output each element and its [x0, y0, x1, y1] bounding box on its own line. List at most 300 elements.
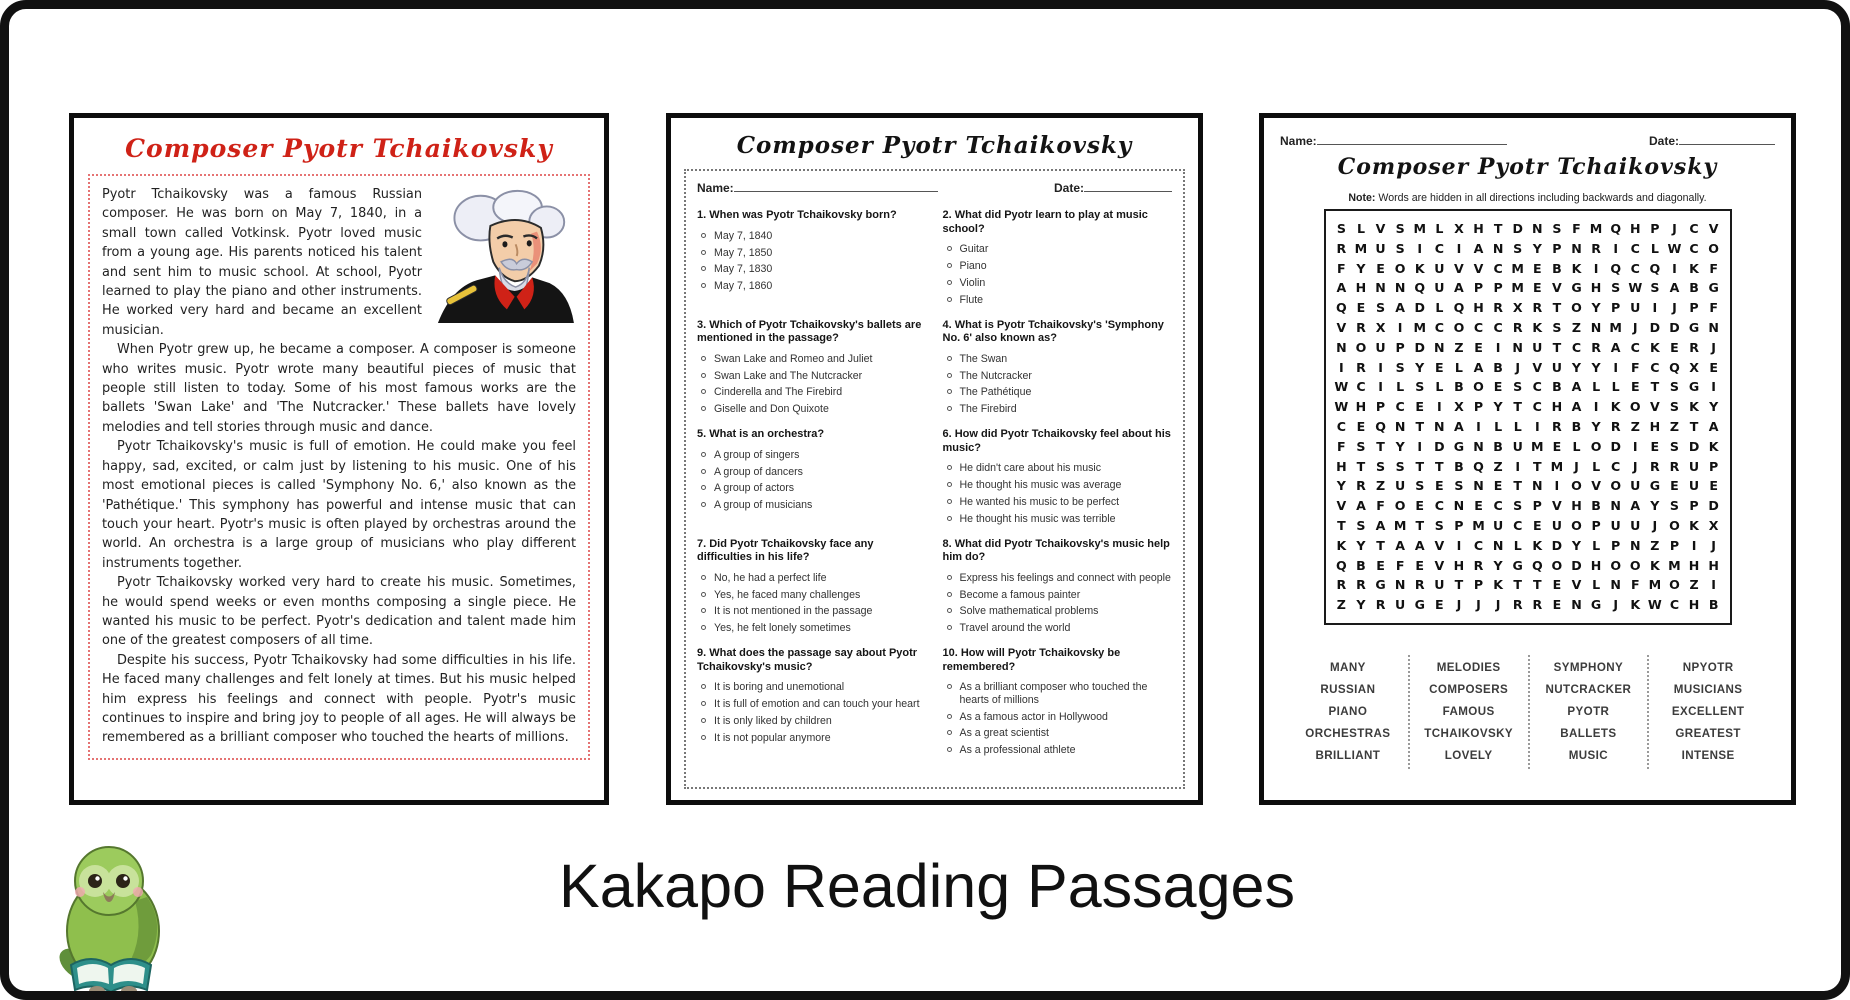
grid-letter: X [1375, 319, 1386, 335]
option-bullet-icon [701, 718, 706, 723]
grid-letter: M [1413, 319, 1426, 335]
grid-letter: V [1454, 260, 1464, 276]
grid-letter: F [1376, 498, 1385, 514]
grid-letter: C [1689, 240, 1699, 256]
grid-letter: E [1415, 399, 1425, 415]
grid-row [1332, 476, 1724, 496]
grid-letter: Q [1336, 557, 1347, 573]
grid-letter: E [1435, 478, 1444, 494]
answer-option [943, 241, 1173, 258]
grid-letter: Q [1375, 418, 1386, 434]
grid-letter: I [1691, 537, 1697, 553]
grid-letter: S [1356, 438, 1366, 454]
passage-paragraph: When Pyotr grew up, he became a composer. A composer is someone who writes music. Pyotr wrote many beautiful pieces of music that people still listen to today. Some of his most famous works are the ballets 'Swan Lake' and 'The Nutcracker.' These ballets have lovely melodies and tell stories through music and dance. [102, 342, 576, 435]
grid-letter: K [1649, 557, 1660, 573]
grid-letter: S [1395, 240, 1405, 256]
grid-letter: L [1611, 379, 1620, 395]
grid-letter: J [1711, 537, 1716, 553]
word-list-item: BALLETS [1560, 726, 1617, 740]
grid-letter: H [1688, 597, 1700, 613]
grid-letter: C [1434, 240, 1444, 256]
grid-letter: A [1473, 359, 1484, 375]
grid-letter: M [1413, 221, 1426, 236]
option-label: It is boring and unemotional [714, 681, 845, 694]
word-list-item: INTENSE [1681, 748, 1735, 762]
grid-letter: X [1512, 300, 1523, 316]
grid-letter: R [1493, 300, 1503, 316]
grid-letter: V [1591, 478, 1601, 494]
grid-letter: N [1394, 577, 1406, 593]
grid-letter: R [1610, 418, 1621, 434]
question-block [943, 309, 1173, 419]
word-list-column [1647, 655, 1767, 769]
grid-letter: Y [1591, 418, 1601, 434]
grid-letter: I [1417, 240, 1423, 256]
grid-letter: T [1454, 577, 1464, 593]
grid-letter: J [1711, 339, 1716, 355]
grid-letter: R [1591, 339, 1601, 355]
grid-letter: V [1336, 498, 1347, 514]
grid-letter: T [1337, 517, 1346, 533]
grid-letter: N [1473, 438, 1484, 454]
grid-letter: L [1356, 221, 1365, 236]
grid-letter: G [1512, 557, 1523, 573]
grid-letter: H [1473, 300, 1484, 316]
answer-option [943, 401, 1173, 418]
answer-option [943, 494, 1173, 511]
grid-letter: I [1397, 319, 1403, 335]
grid-row [1332, 298, 1724, 318]
grid-letter: D [1688, 438, 1700, 454]
answer-option [943, 460, 1173, 477]
option-label: As a great scientist [959, 727, 1049, 740]
grid-letter: O [1708, 240, 1719, 256]
grid-letter: I [1378, 379, 1383, 395]
grid-letter: R [1532, 597, 1543, 613]
grid-letter: R [1552, 418, 1562, 434]
grid-letter: R [1650, 458, 1660, 474]
grid-letter: T [1552, 300, 1562, 316]
option-label: As a brilliant composer who touched the hearts of millions [959, 681, 1148, 706]
grid-letter: F [1709, 300, 1718, 316]
grid-letter: Y [1356, 537, 1366, 553]
name-date-row [1280, 132, 1775, 148]
grid-letter: N [1610, 577, 1621, 593]
grid-letter: A [1454, 280, 1464, 296]
grid-letter: T [1533, 458, 1542, 474]
answer-option [697, 244, 927, 261]
word-list-item: COMPOSERS [1429, 682, 1509, 696]
grid-letter: O [1571, 300, 1582, 316]
option-label: Violin [959, 276, 986, 289]
grid-row [1332, 219, 1724, 239]
word-list-item: BRILLIANT [1315, 748, 1381, 762]
question-text: 1. When was Pyotr Tchaikovsky born? [697, 209, 897, 221]
word-list-item: SYMPHONY [1553, 660, 1624, 674]
date-blank-line [1679, 132, 1775, 145]
grid-letter: M [1648, 577, 1662, 593]
option-bullet-icon [947, 482, 952, 487]
grid-letter: L [1650, 240, 1659, 256]
option-label: Cinderella and The Firebird [714, 386, 843, 399]
date-field [1649, 132, 1775, 148]
grid-letter: A [1395, 300, 1406, 316]
option-bullet-icon [947, 747, 952, 752]
grid-letter: L [1435, 300, 1444, 316]
grid-letter: C [1493, 260, 1503, 276]
grid-letter: X [1689, 359, 1699, 375]
answer-option [697, 278, 927, 295]
grid-letter: S [1513, 240, 1523, 256]
name-blank-line [1317, 132, 1507, 145]
questions-box [684, 169, 1185, 789]
grid-letter: A [1708, 418, 1719, 434]
answer-option [697, 261, 927, 278]
grid-letter: S [1611, 280, 1621, 296]
grid-letter: I [1417, 438, 1423, 454]
grid-letter: B [1571, 418, 1582, 434]
grid-letter: M [1531, 438, 1544, 454]
grid-letter: I [1495, 339, 1501, 355]
grid-letter: M [1609, 319, 1622, 335]
question-block [943, 199, 1173, 309]
grid-letter: K [1414, 260, 1425, 276]
option-label: Become a famous painter [959, 588, 1081, 601]
option-bullet-icon [947, 608, 952, 613]
grid-letter: I [1632, 438, 1638, 454]
grid-letter: U [1375, 339, 1386, 355]
grid-letter: G [1571, 280, 1582, 296]
grid-letter: R [1591, 240, 1601, 256]
option-label: The Swan [959, 352, 1008, 365]
grid-letter: Y [1571, 537, 1582, 553]
grid-letter: N [1492, 537, 1504, 553]
option-bullet-icon [947, 516, 952, 521]
grid-letter: G [1708, 280, 1719, 296]
option-bullet-icon [701, 283, 706, 288]
grid-letter: N [1708, 319, 1719, 335]
grid-letter: Y [1395, 438, 1405, 454]
word-list-column [1408, 655, 1528, 769]
grid-letter: S [1669, 498, 1679, 514]
grid-letter: N [1453, 498, 1465, 514]
grid-letter: U [1375, 240, 1386, 256]
grid-letter: O [1571, 517, 1582, 533]
grid-letter: S [1376, 300, 1386, 316]
option-label: The Firebird [959, 403, 1017, 416]
grid-letter: H [1590, 557, 1602, 573]
word-list-column [1528, 655, 1648, 769]
grid-letter: N [1434, 418, 1445, 434]
answer-option [943, 679, 1173, 708]
question-block [697, 199, 927, 309]
grid-letter: F [1709, 260, 1718, 276]
word-search-page [1259, 113, 1796, 805]
question-block [697, 418, 927, 528]
grid-letter: Z [1571, 319, 1582, 335]
option-bullet-icon [701, 701, 706, 706]
option-label: As a professional athlete [959, 744, 1076, 757]
grid-letter: B [1708, 597, 1719, 613]
grid-letter: R [1356, 478, 1366, 494]
grid-letter: I [1711, 379, 1716, 395]
grid-letter: G [1414, 597, 1425, 613]
grid-letter: A [1571, 399, 1582, 415]
answer-option [697, 384, 927, 401]
grid-letter: I [1339, 359, 1344, 375]
answer-option [697, 480, 927, 497]
questions-page-title: Composer Pyotr Tchaikovsky [736, 132, 1133, 159]
grid-letter: A [1630, 498, 1641, 514]
grid-letter: V [1708, 221, 1719, 236]
grid-row [1332, 595, 1724, 615]
grid-letter: K [1610, 399, 1621, 415]
grid-letter: L [1513, 418, 1522, 434]
grid-letter: E [1474, 339, 1483, 355]
grid-letter: I [1613, 240, 1619, 256]
grid-letter: I [1593, 260, 1599, 276]
grid-letter: U [1512, 438, 1523, 454]
grid-letter: K [1689, 399, 1699, 415]
name-label: Name: [1280, 134, 1317, 148]
grid-letter: B [1454, 379, 1464, 395]
date-label: Date: [1648, 134, 1679, 148]
grid-letter: S [1434, 517, 1444, 533]
grid-letter: Q [1336, 300, 1347, 316]
grid-letter: H [1590, 280, 1602, 296]
option-label: The Nutcracker [959, 369, 1032, 382]
answer-option [943, 258, 1173, 275]
word-list-item: NUTCRACKER [1545, 682, 1632, 696]
grid-letter: T [1533, 577, 1542, 593]
answer-option [697, 401, 927, 418]
grid-letter: V [1336, 319, 1347, 335]
grid-letter: K [1630, 597, 1641, 613]
grid-letter: Y [1493, 399, 1503, 415]
answer-option [943, 477, 1173, 494]
grid-row [1332, 437, 1724, 457]
answer-option [697, 497, 927, 514]
grid-letter: S [1395, 359, 1405, 375]
grid-letter: T [1435, 458, 1444, 474]
grid-letter: P [1473, 577, 1484, 593]
grid-letter: P [1493, 280, 1503, 296]
grid-letter: P [1650, 221, 1660, 236]
grid-letter: N [1629, 537, 1641, 553]
grid-letter: K [1649, 339, 1660, 355]
grid-letter: W [1628, 280, 1643, 296]
name-field [1280, 132, 1507, 148]
grid-letter: Y [1356, 597, 1366, 613]
grid-letter: E [1493, 379, 1503, 395]
grid-letter: T [1356, 458, 1366, 474]
grid-letter: P [1689, 300, 1699, 316]
grid-letter: K [1532, 537, 1543, 553]
passage-paragraph: Pyotr Tchaikovsky worked very hard to create his music. Sometimes, he would spend weeks or even months composing a single piece. He wanted his music to be perfect. Pyotr's dedication and talent made him one of the greatest composers of all time. [102, 575, 576, 649]
grid-letter: Q [1649, 260, 1661, 276]
grid-letter: Y [1532, 240, 1542, 256]
grid-row [1332, 516, 1724, 536]
grid-letter: U [1688, 478, 1700, 494]
option-bullet-icon [701, 608, 706, 613]
grid-letter: T [1493, 221, 1503, 236]
grid-letter: I [1711, 577, 1716, 593]
grid-letter: S [1376, 458, 1386, 474]
answer-option [943, 620, 1173, 637]
grid-letter: E [1709, 478, 1718, 494]
grid-letter: P [1454, 517, 1464, 533]
grid-letter: S [1669, 379, 1679, 395]
grid-letter: I [1515, 458, 1521, 474]
grid-letter: G [1590, 597, 1602, 613]
grid-letter: P [1473, 399, 1484, 415]
grid-letter: P [1395, 339, 1405, 355]
grid-row [1332, 358, 1724, 378]
grid-letter: F [1337, 260, 1346, 276]
option-label: May 7, 1860 [714, 280, 773, 293]
grid-letter: F [1630, 359, 1640, 375]
grid-letter: Q [1610, 221, 1622, 236]
grid-letter: H [1629, 221, 1641, 236]
question-block [943, 418, 1173, 528]
grid-letter: T [1689, 418, 1699, 434]
option-label: A group of musicians [714, 499, 813, 512]
grid-letter: R [1532, 300, 1543, 316]
option-bullet-icon [701, 389, 706, 394]
grid-letter: B [1356, 557, 1366, 573]
grid-letter: Z [1650, 537, 1660, 553]
grid-letter: U [1688, 458, 1700, 474]
grid-letter: S [1513, 379, 1523, 395]
option-bullet-icon [947, 263, 952, 268]
grid-letter: D [1708, 498, 1719, 514]
grid-letter: D [1669, 319, 1680, 335]
grid-letter: N [1375, 280, 1386, 296]
option-label: Solve mathematical problems [959, 605, 1099, 618]
grid-letter: L [1592, 458, 1601, 474]
option-label: A group of singers [714, 448, 800, 461]
question-text: 2. What did Pyotr learn to play at music school? [942, 209, 1148, 235]
grid-letter: M [1668, 557, 1681, 573]
grid-letter: T [1552, 339, 1562, 355]
word-list-item: GREATEST [1675, 726, 1741, 740]
grid-letter: U [1610, 517, 1621, 533]
grid-letter: E [1415, 557, 1425, 573]
option-bullet-icon [701, 735, 706, 740]
grid-letter: M [1511, 280, 1524, 296]
grid-letter: E [1532, 260, 1542, 276]
grid-letter: L [1592, 537, 1601, 553]
word-list-item: PIANO [1328, 704, 1368, 718]
grid-letter: P [1552, 240, 1562, 256]
grid-letter: U [1434, 280, 1445, 296]
grid-letter: V [1434, 557, 1445, 573]
grid-letter: Q [1473, 458, 1484, 474]
grid-letter: C [1395, 399, 1405, 415]
grid-letter: Y [1591, 359, 1601, 375]
grid-letter: M [1550, 458, 1564, 474]
grid-letter: Q [1610, 260, 1622, 276]
grid-letter: D [1414, 339, 1425, 355]
grid-letter: X [1454, 221, 1464, 236]
grid-letter: I [1436, 399, 1442, 415]
grid-letter: F [1337, 438, 1346, 454]
grid-letter: G [1688, 319, 1700, 335]
option-label: Travel around the world [959, 622, 1071, 635]
word-list [1288, 655, 1767, 769]
word-list-item: TCHAIKOVSKY [1424, 726, 1514, 740]
grid-letter: W [1667, 240, 1682, 256]
option-label: Piano [959, 260, 987, 273]
brand-title: Kakapo Reading Passages [559, 852, 1295, 920]
question-block [697, 528, 927, 638]
grid-letter: S [1415, 379, 1425, 395]
grid-letter: H [1649, 418, 1661, 434]
grid-letter: S [1395, 221, 1405, 236]
option-label: A group of actors [714, 482, 795, 495]
option-bullet-icon [947, 465, 952, 470]
grid-letter: A [1669, 280, 1680, 296]
grid-letter: M [1354, 240, 1368, 256]
grid-letter: Y [1709, 399, 1719, 415]
option-bullet-icon [947, 592, 952, 597]
grid-letter: L [1435, 221, 1444, 236]
option-label: Swan Lake and The Nutcracker [714, 369, 863, 382]
grid-letter: C [1356, 379, 1366, 395]
grid-letter: J [1456, 597, 1462, 613]
grid-letter: O [1629, 399, 1641, 415]
grid-letter: Y [1650, 498, 1660, 514]
grid-letter: U [1551, 359, 1562, 375]
grid-letter: Z [1630, 418, 1640, 434]
grid-letter: H [1336, 458, 1347, 474]
grid-letter: F [1395, 557, 1405, 573]
grid-letter: N [1512, 339, 1523, 355]
questions-page [666, 113, 1203, 805]
word-list-item: LOVELY [1444, 748, 1493, 762]
grid-letter: S [1669, 399, 1679, 415]
grid-letter: G [1688, 379, 1700, 395]
grid-letter: M [1472, 517, 1485, 533]
grid-letter: Z [1336, 597, 1346, 613]
option-label: As a famous actor in Hollywood [959, 710, 1108, 723]
grid-letter: E [1356, 418, 1366, 434]
grid-letter: O [1669, 517, 1680, 533]
answer-option [697, 351, 927, 368]
grid-letter: R [1336, 240, 1347, 256]
option-bullet-icon [947, 575, 952, 580]
grid-letter: B [1689, 280, 1699, 296]
word-list-item: RUSSIAN [1320, 682, 1376, 696]
grid-letter: E [1670, 339, 1679, 355]
grid-letter: A [1454, 418, 1464, 434]
passage-paragraph: Despite his success, Pyotr Tchaikovsky had some difficulties in his life. He faced many challenges and felt lonely at times. But his music helped him express his feelings and connect with people. Pyotr's music continues to inspire and bring joy to people of all ages. He will always be remembered as a brilliant composer who touched the hearts of millions. [102, 652, 576, 746]
option-bullet-icon [701, 452, 706, 457]
option-label: May 7, 1850 [714, 246, 773, 259]
grid-letter: N [1434, 339, 1445, 355]
grid-letter: L [1513, 537, 1522, 553]
option-label: May 7, 1830 [714, 263, 773, 276]
answer-option [943, 511, 1173, 528]
answer-option [697, 463, 927, 480]
option-label: Guitar [959, 243, 989, 256]
grid-letter: C [1434, 498, 1444, 514]
grid-letter: E [1376, 260, 1385, 276]
grid-letter: A [1571, 379, 1582, 395]
grid-letter: X [1708, 517, 1719, 533]
option-label: It is full of emotion and can touch your heart [714, 698, 920, 711]
answer-option [943, 351, 1173, 368]
